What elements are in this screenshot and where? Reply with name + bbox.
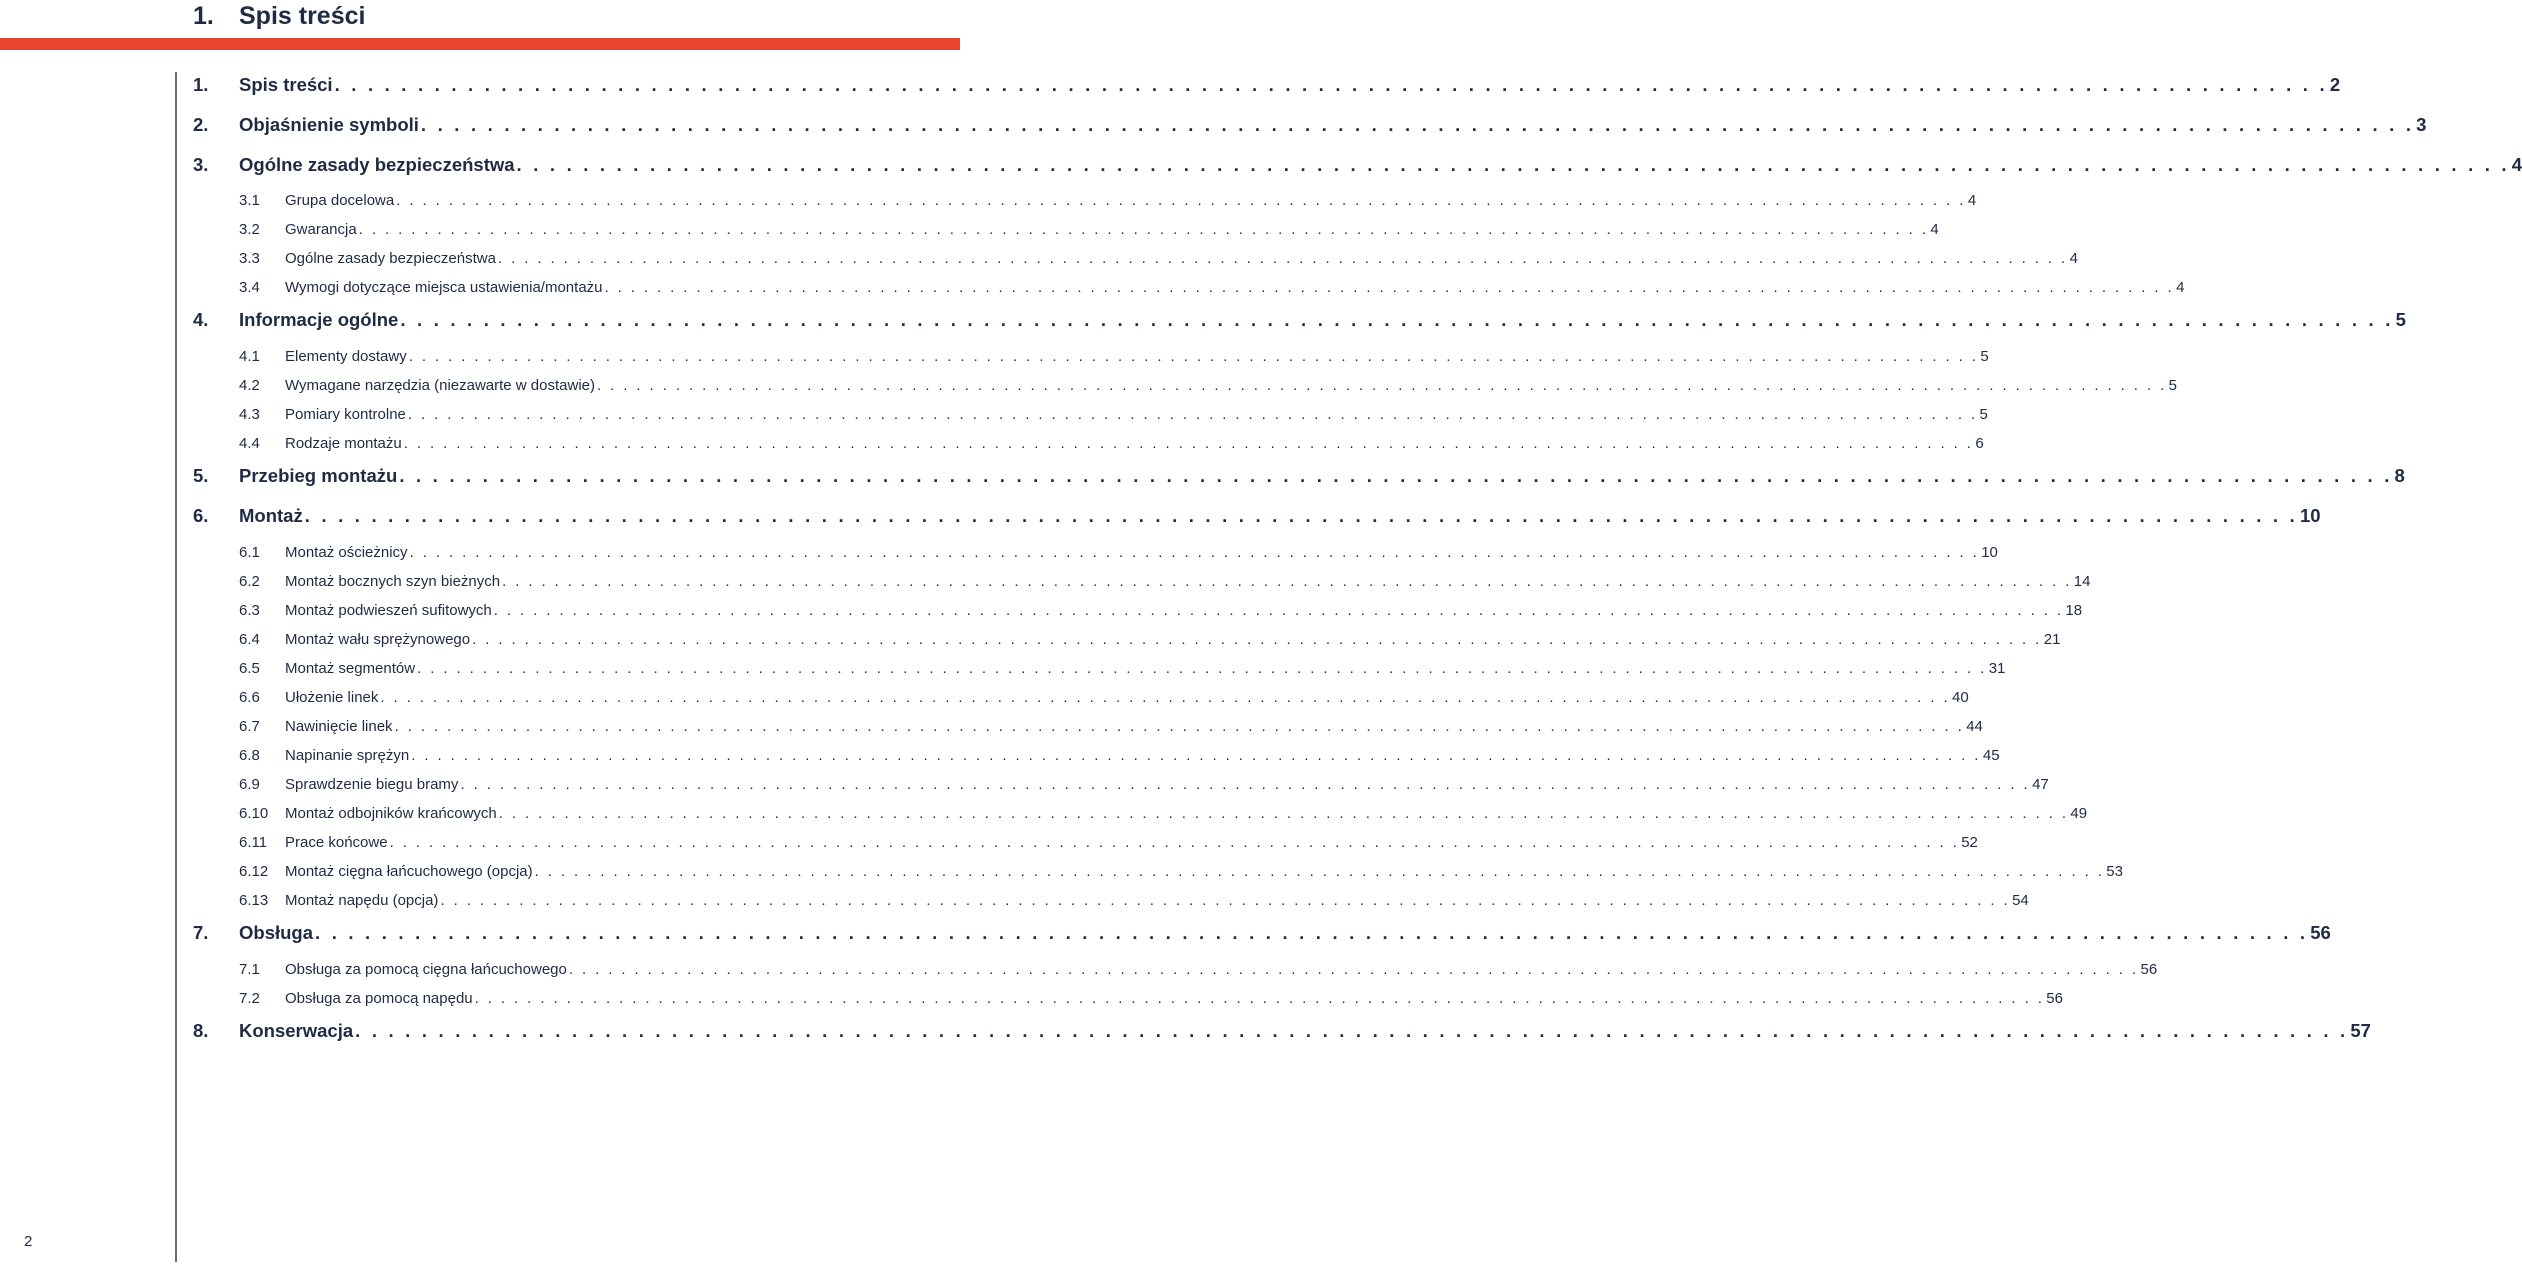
toc-entry-title: Montaż ościeżnicy <box>285 543 408 561</box>
toc-dot-leader: . . . . . . . . . . . . . . . . . . . . . . . . . . . . . . . . . . . . . . . . . . . . . . . . . . . . . . . . . . . . . . . . . . . . . . . . . . . . . . . . . . . . . . . . . . . . . . . . . . . . . . . . . . . . . . . . . . . . . . . . <box>399 465 2393 487</box>
toc-dot-leader: . . . . . . . . . . . . . . . . . . . . . . . . . . . . . . . . . . . . . . . . . . . . . . . . . . . . . . . . . . . . . . . . . . . . . . . . . . . . . . . . . . . . . . . . . . . . . . . . . . . . . . . . . . . . . . . . . . . . . . . . <box>498 804 2069 822</box>
toc-chapter-entry[interactable] <box>193 1016 2371 1056</box>
vertical-rule <box>175 72 177 1262</box>
toc-dot-leader: . . . . . . . . . . . . . . . . . . . . . . . . . . . . . . . . . . . . . . . . . . . . . . . . . . . . . . . . . . . . . . . . . . . . . . . . . . . . . . . . . . . . . . . . . . . . . . . . . . . . . . . . . . . . . . . . . . . . . . . . <box>440 891 2011 909</box>
toc-dot-leader: . . . . . . . . . . . . . . . . . . . . . . . . . . . . . . . . . . . . . . . . . . . . . . . . . . . . . . . . . . . . . . . . . . . . . . . . . . . . . . . . . . . . . . . . . . . . . . . . . . . . . . . . . . . . . . . . . . . . . . . . <box>389 833 1960 851</box>
page-number: 2 <box>24 1233 33 1250</box>
toc-dot-leader: . . . . . . . . . . . . . . . . . . . . . . . . . . . . . . . . . . . . . . . . . . . . . . . . . . . . . . . . . . . . . . . . . . . . . . . . . . . . . . . . . . . . . . . . . . . . . . . . . . . . . . . . . . . . . . . . . . . . . . . . <box>408 348 1979 366</box>
toc-dot-leader: . . . . . . . . . . . . . . . . . . . . . . . . . . . . . . . . . . . . . . . . . . . . . . . . . . . . . . . . . . . . . . . . . . . . . . . . . . . . . . . . . . . . . . . . . . . . . . . . . . . . . . . . . . . . . . . . . . . . . . . . <box>407 406 1978 424</box>
toc-entry-page: 10 <box>1981 543 1998 561</box>
toc-entry-title: Montaż bocznych szyn bieżnych <box>285 572 501 590</box>
toc-entry-title: Montaż napędu (opcja) <box>285 891 439 909</box>
toc-section-entry[interactable] <box>193 686 1969 715</box>
toc-entry-page: 14 <box>2073 572 2091 590</box>
toc-entry-page: 54 <box>2012 891 2029 909</box>
toc-entry-number: 6.7 <box>239 717 260 735</box>
toc-dot-leader: . . . . . . . . . . . . . . . . . . . . . . . . . . . . . . . . . . . . . . . . . . . . . . . . . . . . . . . . . . . . . . . . . . . . . . . . . . . . . . . . . . . . . . . . . . . . . . . . . . . . . . . . . . . . . . . . . . . . . . . . <box>460 775 2031 793</box>
toc-entry-title: Montaż <box>239 504 303 526</box>
header-accent-bar <box>0 38 960 50</box>
toc-dot-leader: . . . . . . . . . . . . . . . . . . . . . . . . . . . . . . . . . . . . . . . . . . . . . . . . . . . . . . . . . . . . . . . . . . . . . . . . . . . . . . . . . . . . . . . . . . . . . . . . . . . . . . . . . . . . . . . . . . . . . . . . <box>334 74 2328 95</box>
toc-dot-leader: . . . . . . . . . . . . . . . . . . . . . . . . . . . . . . . . . . . . . . . . . . . . . . . . . . . . . . . . . . . . . . . . . . . . . . . . . . . . . . . . . . . . . . . . . . . . . . . . . . . . . . . . . . . . . . . . . . . . . . . . <box>516 153 2510 175</box>
toc-entry-page: 56 <box>2310 921 2331 943</box>
toc-entry-page: 5 <box>2168 377 2177 395</box>
toc-dot-leader: . . . . . . . . . . . . . . . . . . . . . . . . . . . . . . . . . . . . . . . . . . . . . . . . . . . . . . . . . . . . . . . . . . . . . . . . . . . . . . . . . . . . . . . . . . . . . . . . . . . . . . . . . . . . . . . . . . . . . . . . <box>355 1019 2349 1041</box>
toc-entry-page: 49 <box>2070 804 2088 822</box>
toc-entry-number: 3. <box>193 153 209 175</box>
toc-chapter-entry[interactable] <box>193 110 2427 150</box>
toc-dot-leader: . . . . . . . . . . . . . . . . . . . . . . . . . . . . . . . . . . . . . . . . . . . . . . . . . . . . . . . . . . . . . . . . . . . . . . . . . . . . . . . . . . . . . . . . . . . . . . . . . . . . . . . . . . . . . . . . . . . . . . . . <box>534 862 2105 880</box>
toc-chapter-entry[interactable] <box>193 70 2341 110</box>
toc-dot-leader: . . . . . . . . . . . . . . . . . . . . . . . . . . . . . . . . . . . . . . . . . . . . . . . . . . . . . . . . . . . . . . . . . . . . . . . . . . . . . . . . . . . . . . . . . . . . . . . . . . . . . . . . . . . . . . . . . . . . . . . . <box>474 989 2045 1007</box>
toc-section-entry[interactable] <box>193 403 1988 432</box>
toc-section-entry[interactable] <box>193 432 1984 461</box>
toc-entry-number: 1. <box>193 74 209 95</box>
toc-entry-title: Montaż cięgna łańcuchowego (opcja) <box>285 862 533 880</box>
toc-entry-title: Grupa docelowa <box>285 192 395 210</box>
toc-section-entry[interactable] <box>193 276 2185 305</box>
toc-entry-title: Obsługa za pomocą napędu <box>285 989 473 1007</box>
toc-entry-number: 6.4 <box>239 630 260 648</box>
toc-entry-page: 3 <box>2416 113 2427 135</box>
toc-entry-title: Prace końcowe <box>285 833 388 851</box>
toc-dot-leader: . . . . . . . . . . . . . . . . . . . . . . . . . . . . . . . . . . . . . . . . . . . . . . . . . . . . . . . . . . . . . . . . . . . . . . . . . . . . . . . . . . . . . . . . . . . . . . . . . . . . . . . . . . . . . . . . . . . . . . . . <box>409 543 1980 561</box>
toc-entry-title: Przebieg montażu <box>239 465 398 487</box>
toc-entry-title: Pomiary kontrolne <box>285 406 406 424</box>
toc-section-entry[interactable] <box>193 541 1998 570</box>
toc-dot-leader: . . . . . . . . . . . . . . . . . . . . . . . . . . . . . . . . . . . . . . . . . . . . . . . . . . . . . . . . . . . . . . . . . . . . . . . . . . . . . . . . . . . . . . . . . . . . . . . . . . . . . . . . . . . . . . . . . . . . . . . . <box>315 921 2309 943</box>
toc-entry-title: Montaż podwieszeń sufitowych <box>285 601 492 619</box>
toc-entry-page: 52 <box>1961 833 1978 851</box>
toc-dot-leader: . . . . . . . . . . . . . . . . . . . . . . . . . . . . . . . . . . . . . . . . . . . . . . . . . . . . . . . . . . . . . . . . . . . . . . . . . . . . . . . . . . . . . . . . . . . . . . . . . . . . . . . . . . . . . . . . . . . . . . . . <box>502 572 2072 590</box>
toc-section-entry[interactable] <box>193 715 1983 744</box>
toc-entry-number: 4.3 <box>239 406 260 424</box>
toc-section-entry[interactable] <box>193 802 2088 831</box>
toc-section-entry[interactable] <box>193 345 1989 374</box>
toc-dot-leader: . . . . . . . . . . . . . . . . . . . . . . . . . . . . . . . . . . . . . . . . . . . . . . . . . . . . . . . . . . . . . . . . . . . . . . . . . . . . . . . . . . . . . . . . . . . . . . . . . . . . . . . . . . . . . . . . . . . . . . . . <box>597 377 2167 395</box>
toc-dot-leader: . . . . . . . . . . . . . . . . . . . . . . . . . . . . . . . . . . . . . . . . . . . . . . . . . . . . . . . . . . . . . . . . . . . . . . . . . . . . . . . . . . . . . . . . . . . . . . . . . . . . . . . . . . . . . . . . . . . . . . . . <box>358 221 1929 239</box>
toc-entry-page: 56 <box>2046 989 2063 1007</box>
toc-entry-number: 7.2 <box>239 989 260 1007</box>
toc-entry-number: 2. <box>193 113 209 135</box>
toc-section-entry[interactable] <box>193 831 1978 860</box>
toc-entry-number: 6.9 <box>239 775 260 793</box>
toc-entry-number: 6.11 <box>239 833 268 851</box>
toc-dot-leader: . . . . . . . . . . . . . . . . . . . . . . . . . . . . . . . . . . . . . . . . . . . . . . . . . . . . . . . . . . . . . . . . . . . . . . . . . . . . . . . . . . . . . . . . . . . . . . . . . . . . . . . . . . . . . . . . . . . . . . . . <box>472 630 2042 648</box>
toc-entry-number: 3.4 <box>239 279 260 297</box>
toc-entry-number: 6. <box>193 504 209 526</box>
toc-entry-title: Objaśnienie symboli <box>239 113 419 135</box>
toc-entry-number: 5. <box>193 465 209 487</box>
page-title-number: 1. <box>193 2 214 30</box>
toc-entry-page: 45 <box>1982 746 2000 764</box>
toc-entry-page: 4 <box>1967 192 1977 210</box>
toc-entry-title: Montaż segmentów <box>285 659 416 677</box>
toc-section-entry[interactable] <box>193 218 1939 247</box>
toc-chapter-entry[interactable] <box>193 150 2522 190</box>
toc-entry-title: Ogólne zasady bezpieczeństwa <box>239 153 515 175</box>
toc-section-entry[interactable] <box>193 570 2091 599</box>
toc-section-entry[interactable] <box>193 744 2000 773</box>
toc-entry-page: 5 <box>1980 348 1989 366</box>
toc-dot-leader: . . . . . . . . . . . . . . . . . . . . . . . . . . . . . . . . . . . . . . . . . . . . . . . . . . . . . . . . . . . . . . . . . . . . . . . . . . . . . . . . . . . . . . . . . . . . . . . . . . . . . . . . . . . . . . . . . . . . . . . . <box>417 659 1987 677</box>
page-title <box>193 0 365 34</box>
toc-section-entry[interactable] <box>193 628 2061 657</box>
toc-entry-page: 21 <box>2043 630 2061 648</box>
toc-entry-number: 8. <box>193 1019 209 1041</box>
toc-dot-leader: . . . . . . . . . . . . . . . . . . . . . . . . . . . . . . . . . . . . . . . . . . . . . . . . . . . . . . . . . . . . . . . . . . . . . . . . . . . . . . . . . . . . . . . . . . . . . . . . . . . . . . . . . . . . . . . . . . . . . . . . <box>400 309 2394 331</box>
toc-entry-page: 53 <box>2106 862 2123 880</box>
toc-section-entry[interactable] <box>193 889 2029 918</box>
toc-chapter-entry[interactable] <box>193 501 2321 541</box>
toc-section-entry[interactable] <box>193 599 2083 628</box>
toc-dot-leader: . . . . . . . . . . . . . . . . . . . . . . . . . . . . . . . . . . . . . . . . . . . . . . . . . . . . . . . . . . . . . . . . . . . . . . . . . . . . . . . . . . . . . . . . . . . . . . . . . . . . . . . . . . . . . . . . . . . . . . . . <box>380 688 1951 706</box>
toc-entry-number: 7.1 <box>239 960 260 978</box>
toc-entry-title: Spis treści <box>239 74 333 95</box>
toc-entry-number: 6.12 <box>239 862 269 880</box>
toc-section-entry[interactable] <box>193 860 2123 889</box>
toc-entry-number: 4. <box>193 309 209 331</box>
toc-entry-number: 6.3 <box>239 601 260 619</box>
toc-dot-leader: . . . . . . . . . . . . . . . . . . . . . . . . . . . . . . . . . . . . . . . . . . . . . . . . . . . . . . . . . . . . . . . . . . . . . . . . . . . . . . . . . . . . . . . . . . . . . . . . . . . . . . . . . . . . . . . . . . . . . . . . <box>604 279 2175 297</box>
toc-entry-title: Elementy dostawy <box>285 348 407 366</box>
toc-section-entry[interactable] <box>193 657 2006 686</box>
toc-entry-title: Wymogi dotyczące miejsca ustawienia/montażu <box>285 279 603 297</box>
toc-dot-leader: . . . . . . . . . . . . . . . . . . . . . . . . . . . . . . . . . . . . . . . . . . . . . . . . . . . . . . . . . . . . . . . . . . . . . . . . . . . . . . . . . . . . . . . . . . . . . . . . . . . . . . . . . . . . . . . . . . . . . . . . <box>403 435 1974 453</box>
toc-entry-title: Napinanie sprężyn <box>285 746 410 764</box>
toc-dot-leader: . . . . . . . . . . . . . . . . . . . . . . . . . . . . . . . . . . . . . . . . . . . . . . . . . . . . . . . . . . . . . . . . . . . . . . . . . . . . . . . . . . . . . . . . . . . . . . . . . . . . . . . . . . . . . . . . . . . . . . . . <box>304 504 2298 526</box>
toc-entry-title: Montaż odbojników krańcowych <box>285 804 497 822</box>
toc-entry-page: 4 <box>2176 279 2185 297</box>
toc-entry-number: 6.2 <box>239 572 260 590</box>
table-of-contents <box>193 70 2522 1055</box>
toc-entry-page: 8 <box>2394 465 2405 487</box>
toc-entry-page: 5 <box>1979 406 1988 424</box>
toc-entry-title: Montaż wału sprężynowego <box>285 630 471 648</box>
toc-section-entry[interactable] <box>193 189 1977 218</box>
toc-entry-page: 47 <box>2032 775 2049 793</box>
toc-entry-number: 6.1 <box>239 543 260 561</box>
toc-dot-leader: . . . . . . . . . . . . . . . . . . . . . . . . . . . . . . . . . . . . . . . . . . . . . . . . . . . . . . . . . . . . . . . . . . . . . . . . . . . . . . . . . . . . . . . . . . . . . . . . . . . . . . . . . . . . . . . . . . . . . . . . <box>420 113 2415 135</box>
toc-entry-number: 3.2 <box>239 221 260 239</box>
toc-entry-title: Ogólne zasady bezpieczeństwa <box>285 250 496 268</box>
toc-dot-leader: . . . . . . . . . . . . . . . . . . . . . . . . . . . . . . . . . . . . . . . . . . . . . . . . . . . . . . . . . . . . . . . . . . . . . . . . . . . . . . . . . . . . . . . . . . . . . . . . . . . . . . . . . . . . . . . . . . . . . . . . <box>568 960 2139 978</box>
toc-entry-title: Ułożenie linek <box>285 688 379 706</box>
toc-entry-title: Gwarancja <box>285 221 357 239</box>
toc-entry-page: 2 <box>2329 74 2341 95</box>
toc-entry-page: 4 <box>2511 153 2522 175</box>
toc-entry-number: 4.1 <box>239 348 260 366</box>
toc-entry-page: 18 <box>2065 601 2083 619</box>
toc-entry-number: 4.4 <box>239 435 260 453</box>
toc-section-entry[interactable] <box>193 247 2078 276</box>
toc-entry-title: Wymagane narzędzia (niezawarte w dostawie) <box>285 377 596 395</box>
page-title-text: Spis treści <box>239 2 366 30</box>
toc-entry-number: 6.6 <box>239 688 260 706</box>
toc-chapter-entry[interactable] <box>193 305 2406 345</box>
toc-dot-leader: . . . . . . . . . . . . . . . . . . . . . . . . . . . . . . . . . . . . . . . . . . . . . . . . . . . . . . . . . . . . . . . . . . . . . . . . . . . . . . . . . . . . . . . . . . . . . . . . . . . . . . . . . . . . . . . . . . . . . . . . <box>394 717 1965 735</box>
toc-entry-title: Sprawdzenie biegu bramy <box>285 775 459 793</box>
toc-entry-number: 3.1 <box>239 192 260 210</box>
toc-entry-title: Konserwacja <box>239 1019 354 1041</box>
toc-entry-page: 31 <box>1988 659 2006 677</box>
toc-entry-number: 6.10 <box>239 804 269 822</box>
toc-dot-leader: . . . . . . . . . . . . . . . . . . . . . . . . . . . . . . . . . . . . . . . . . . . . . . . . . . . . . . . . . . . . . . . . . . . . . . . . . . . . . . . . . . . . . . . . . . . . . . . . . . . . . . . . . . . . . . . . . . . . . . . . <box>497 250 2068 268</box>
toc-section-entry[interactable] <box>193 773 2049 802</box>
toc-dot-leader: . . . . . . . . . . . . . . . . . . . . . . . . . . . . . . . . . . . . . . . . . . . . . . . . . . . . . . . . . . . . . . . . . . . . . . . . . . . . . . . . . . . . . . . . . . . . . . . . . . . . . . . . . . . . . . . . . . . . . . . . <box>411 746 1981 764</box>
toc-entry-page: 6 <box>1975 435 1984 453</box>
toc-chapter-entry[interactable] <box>193 461 2405 501</box>
toc-entry-title: Obsługa za pomocą cięgna łańcuchowego <box>285 960 567 978</box>
toc-section-entry[interactable] <box>193 374 2177 403</box>
toc-entry-title: Informacje ogólne <box>239 309 399 331</box>
toc-entry-page: 4 <box>1930 221 1939 239</box>
toc-entry-title: Obsługa <box>239 921 314 943</box>
toc-entry-number: 4.2 <box>239 377 260 395</box>
toc-entry-page: 4 <box>2069 250 2078 268</box>
toc-entry-page: 10 <box>2299 504 2321 526</box>
toc-chapter-entry[interactable] <box>193 918 2331 958</box>
toc-section-entry[interactable] <box>193 958 2158 987</box>
toc-entry-page: 5 <box>2395 309 2406 331</box>
toc-dot-leader: . . . . . . . . . . . . . . . . . . . . . . . . . . . . . . . . . . . . . . . . . . . . . . . . . . . . . . . . . . . . . . . . . . . . . . . . . . . . . . . . . . . . . . . . . . . . . . . . . . . . . . . . . . . . . . . . . . . . . . . . <box>493 601 2064 619</box>
toc-entry-number: 6.5 <box>239 659 260 677</box>
toc-entry-number: 6.13 <box>239 891 269 909</box>
toc-entry-number: 6.8 <box>239 746 260 764</box>
toc-entry-page: 57 <box>2350 1019 2371 1041</box>
toc-entry-title: Rodzaje montażu <box>285 435 402 453</box>
toc-entry-number: 7. <box>193 921 209 943</box>
toc-section-entry[interactable] <box>193 987 2063 1016</box>
toc-dot-leader: . . . . . . . . . . . . . . . . . . . . . . . . . . . . . . . . . . . . . . . . . . . . . . . . . . . . . . . . . . . . . . . . . . . . . . . . . . . . . . . . . . . . . . . . . . . . . . . . . . . . . . . . . . . . . . . . . . . . . . . . <box>396 192 1966 210</box>
toc-entry-page: 44 <box>1966 717 1983 735</box>
toc-entry-number: 3.3 <box>239 250 260 268</box>
toc-entry-title: Nawinięcie linek <box>285 717 393 735</box>
toc-entry-page: 56 <box>2140 960 2158 978</box>
toc-entry-page: 40 <box>1952 688 1969 706</box>
